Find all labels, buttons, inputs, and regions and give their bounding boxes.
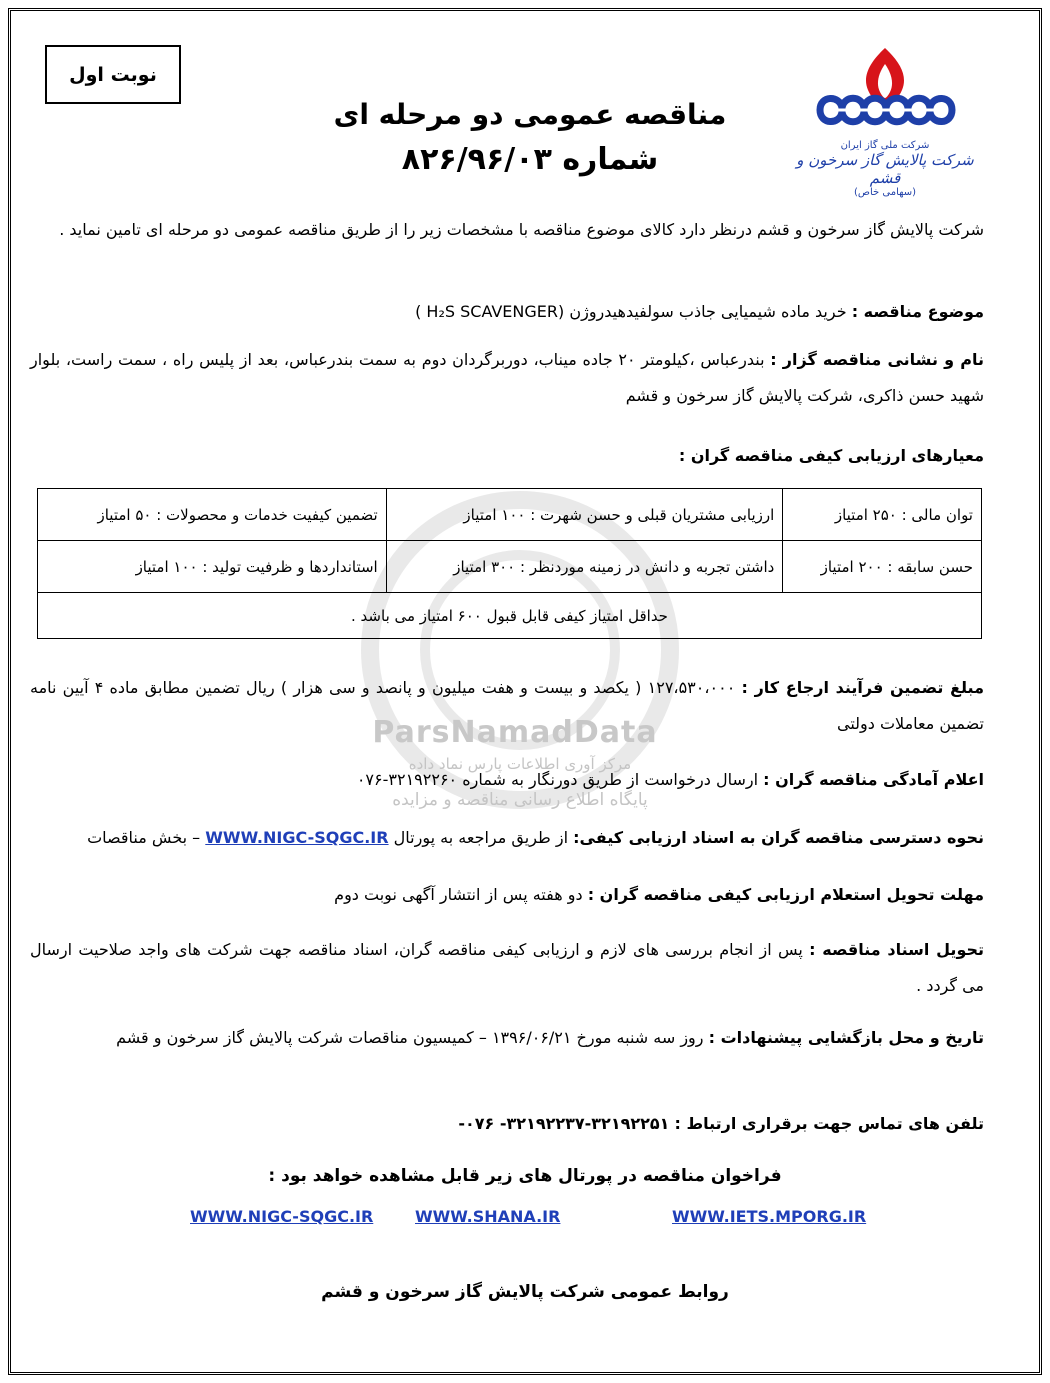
- minimum-score: حداقل امتیاز کیفی قابل قبول ۶۰۰ امتیاز می باشد .: [38, 593, 982, 639]
- intro-paragraph: شرکت پالایش گاز سرخون و قشم درنظر دارد کالای موضوع مناقصه با مشخصات زیر را از طریق مناقصه عمومی دو مرحله ای تامین نماید .: [59, 220, 984, 239]
- table-cell: تضمین کیفیت خدمات و محصولات : ۵۰ امتیاز: [38, 489, 387, 541]
- table-row: [38, 541, 982, 593]
- criteria-heading: معیارهای ارزیابی کیفی مناقصه گران :: [678, 446, 984, 465]
- guarantee-value: ۱۲۷،۵۳۰،۰۰۰ ( یکصد و بیست و هفت میلیون و پانصد و سی هزار ) ریال تضمین مطابق ماده ۴ آیین نامه تضمین معاملات دولتی: [30, 678, 984, 733]
- guarantee-line: [30, 670, 984, 742]
- criteria-table: [37, 488, 982, 639]
- tender-number: شماره ۸۲۶/۹۶/۰۳: [401, 142, 659, 177]
- opening-label: تاریخ و محل بازگشایی پیشنهادات :: [708, 1028, 984, 1047]
- deadline-label: مهلت تحویل استعلام ارزیابی کیفی مناقصه گران :: [587, 885, 984, 904]
- logo-line2: شرکت پالایش گاز سرخون و قشم: [796, 151, 974, 187]
- logo-line1: شرکت ملی گاز ایران: [840, 140, 930, 151]
- readiness-line: [30, 762, 984, 798]
- subject-value: خرید ماده شیمیایی جاذب سولفیدهیدروژن (H₂S SCAVENGER ): [415, 302, 847, 321]
- guarantee-label: مبلغ تضمین فرآیند ارجاع کار :: [741, 678, 984, 697]
- opening-line: [30, 1020, 984, 1056]
- tenderer-label: نام و نشانی مناقصه گزار :: [770, 350, 984, 369]
- delivery-value: پس از انجام بررسی های لازم و ارزیابی کیفی مناقصه گران، اسناد مناقصه جهت شرکت های واجد صلاحیت ارسال می گردد .: [30, 940, 984, 995]
- watermark-line2: پایگاه اطلاع رسانی مناقصه و مزایده: [392, 790, 648, 810]
- subject-line: [30, 294, 984, 330]
- readiness-label: اعلام آمادگی مناقصه گران :: [763, 770, 984, 789]
- tenderer-value: بندرعباس ،کیلومتر ۲۰ جاده میناب، دوربرگردان دوم به سمت بندرعباس، بعد از پلیس راه ، سمت راست، بلوار شهید حسن ذاکری، شرکت پالایش گاز سرخون و قشم: [30, 350, 984, 405]
- subject-label: موضوع مناقصه :: [851, 302, 984, 321]
- portals-heading: فراخوان مناقصه در پورتال های زیر قابل مشاهده خواهد بود :: [268, 1166, 782, 1186]
- table-cell: ارزیابی مشتریان قبلی و حسن شهرت : ۱۰۰ امتیاز: [386, 489, 783, 541]
- deadline-value: دو هفته پس از انتشار آگهی نوبت دوم: [334, 885, 583, 904]
- table-cell: داشتن تجربه و دانش در زمینه موردنظر : ۳۰۰ امتیاز: [386, 541, 783, 593]
- page-title: مناقصه عمومی دو مرحله ای: [333, 98, 727, 131]
- table-row: [38, 489, 982, 541]
- opening-value: روز سه شنبه مورخ ۱۳۹۶/۰۶/۲۱ – کمیسیون مناقصات شرکت پالایش گاز سرخون و قشم: [116, 1028, 704, 1047]
- table-cell: توان مالی : ۲۵۰ امتیاز: [783, 489, 982, 541]
- watermark-line1: مرکز آوری اطلاعات پارس نماد داده: [408, 755, 632, 773]
- flame-icon: [790, 40, 980, 140]
- access-line: [30, 820, 984, 856]
- delivery-line: [30, 932, 984, 1004]
- access-suffix: – بخش مناقصات: [87, 828, 201, 847]
- portal-link-nigc[interactable]: WWW.NIGC-SQGC.IR: [190, 1207, 374, 1226]
- tenderer-line: [30, 342, 984, 414]
- company-logo: [790, 40, 980, 200]
- readiness-value: ارسال درخواست از طریق دورنگار به شماره ۳۲۱۹۲۲۶۰-۰۷۶: [356, 770, 759, 789]
- portal-link-iets[interactable]: WWW.IETS.MPORG.IR: [672, 1207, 867, 1226]
- table-cell: استانداردها و ظرفیت تولید : ۱۰۰ امتیاز: [38, 541, 387, 593]
- phones-line: [30, 1106, 984, 1142]
- access-portal-link[interactable]: WWW.NIGC-SQGC.IR: [205, 828, 389, 847]
- phones-label: تلفن های تماس جهت برقراری ارتباط :: [674, 1114, 984, 1133]
- access-value: از طریق مراجعه به پورتال: [393, 828, 569, 847]
- portal-link-shana[interactable]: WWW.SHANA.IR: [415, 1207, 561, 1226]
- logo-line3: (سهامی خاص): [853, 187, 917, 198]
- watermark-brand: ParsNamadData: [372, 715, 658, 750]
- delivery-label: تحویل اسناد مناقصه :: [809, 940, 985, 959]
- table-row: [38, 593, 982, 639]
- phones-value: ۳۲۱۹۲۲۵۱-۳۲۱۹۲۲۳۷- ۰۷۶-: [458, 1114, 670, 1133]
- footer-signature: روابط عمومی شرکت پالایش گاز سرخون و قشم: [321, 1282, 729, 1302]
- access-label: نحوه دسترسی مناقصه گران به اسناد ارزیابی کیفی:: [573, 828, 984, 847]
- deadline-line: [30, 877, 984, 913]
- table-cell: حسن سابقه : ۲۰۰ امتیاز: [783, 541, 982, 593]
- round-badge: نوبت اول: [45, 45, 181, 104]
